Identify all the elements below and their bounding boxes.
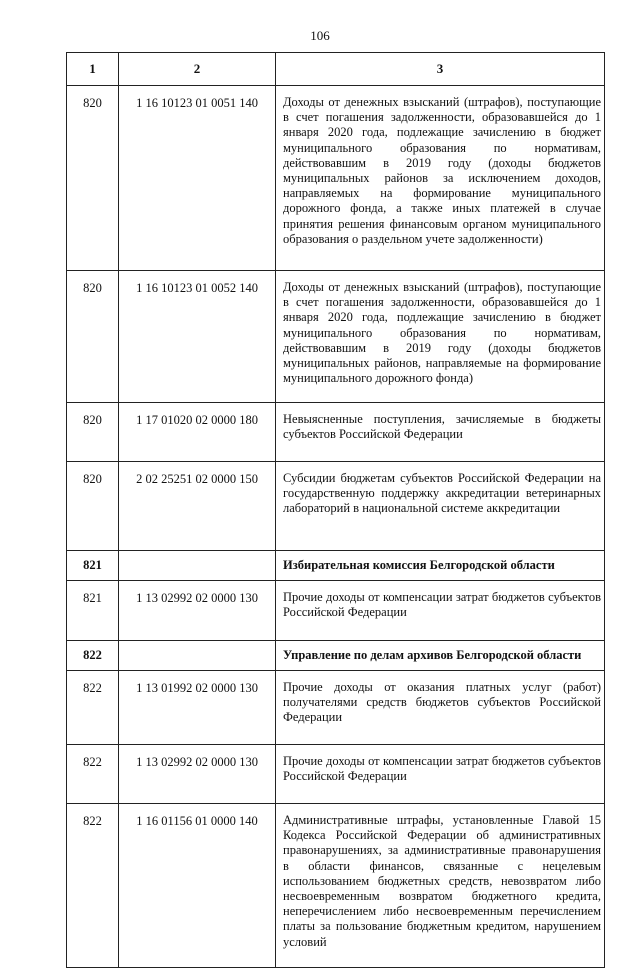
column-header-revenue-code: 2 xyxy=(119,53,276,86)
table-row xyxy=(67,745,605,804)
admin-code-cell: 822 xyxy=(67,804,119,968)
table-row xyxy=(67,804,605,968)
revenue-codes-table xyxy=(66,52,605,968)
revenue-code-cell: 1 13 02992 02 0000 130 xyxy=(119,745,276,804)
column-header-admin-code: 1 xyxy=(67,53,119,86)
section-header-row xyxy=(67,641,605,671)
table-row xyxy=(67,86,605,271)
revenue-name-cell: Прочие доходы от компенсации затрат бюджетов субъектов Российской Федерации xyxy=(276,581,605,641)
revenue-name-cell: Доходы от денежных взысканий (штрафов), поступающие в счет погашения задолженности, образовавшейся до 1 января 2020 года, подлежащие зачислению в бюджет муниципального образования по нормативам, действовавшим в 2019 году (доходы бюджетов муниципальных районов за исключением доходов, направляемых на формирование муниципального дорожного фонда, а также иных платежей в случае принятия решения финансовым органом муниципального образования о раздельном учете задолженности) xyxy=(276,86,605,271)
section-title: Избирательная комиссия Белгородской области xyxy=(276,551,605,581)
revenue-code-cell: 1 17 01020 02 0000 180 xyxy=(119,403,276,462)
table-row xyxy=(67,581,605,641)
admin-code-cell: 821 xyxy=(67,581,119,641)
revenue-name-cell: Невыясненные поступления, зачисляемые в бюджеты субъектов Российской Федерации xyxy=(276,403,605,462)
revenue-code-cell xyxy=(119,641,276,671)
admin-code-cell: 822 xyxy=(67,671,119,745)
revenue-code-cell: 1 16 10123 01 0052 140 xyxy=(119,271,276,403)
revenue-code-cell xyxy=(119,551,276,581)
admin-code-cell: 822 xyxy=(67,641,119,671)
revenue-name-cell: Субсидии бюджетам субъектов Российской Федерации на государственную поддержку аккредитации ветеринарных лабораторий в национальной системе аккредитации xyxy=(276,462,605,551)
table-row xyxy=(67,671,605,745)
revenue-code-cell: 2 02 25251 02 0000 150 xyxy=(119,462,276,551)
admin-code-cell: 822 xyxy=(67,745,119,804)
page-number: 106 xyxy=(310,28,330,43)
admin-code-cell: 820 xyxy=(67,86,119,271)
revenue-name-cell: Прочие доходы от оказания платных услуг (работ) получателями средств бюджетов субъектов Российской Федерации xyxy=(276,671,605,745)
revenue-name-cell: Административные штрафы, установленные Главой 15 Кодекса Российской Федерации об административных правонарушениях, за административные правонарушения в области финансов, связанные с нецелевым использованием бюджетных средств, невозвратом либо несвоевременным возвратом бюджетного кредита, неперечислением либо несвоевременным перечислением платы за пользование бюджетным кредитом, нарушением условий xyxy=(276,804,605,968)
revenue-code-cell: 1 16 10123 01 0051 140 xyxy=(119,86,276,271)
revenue-code-cell: 1 13 01992 02 0000 130 xyxy=(119,671,276,745)
table-row xyxy=(67,403,605,462)
table-row xyxy=(67,462,605,551)
revenue-code-cell: 1 16 01156 01 0000 140 xyxy=(119,804,276,968)
admin-code-cell: 821 xyxy=(67,551,119,581)
section-header-row xyxy=(67,551,605,581)
table-header-row xyxy=(67,53,605,86)
revenue-name-cell: Доходы от денежных взысканий (штрафов), поступающие в счет погашения задолженности, образовавшейся до 1 января 2020 года, подлежащие зачислению в бюджет муниципального образования по нормативам, действовавшим в 2019 году (доходы бюджетов муниципальных районов, направляемые на формирование муниципального дорожного фонда) xyxy=(276,271,605,403)
table-row xyxy=(67,271,605,403)
column-header-revenue-name: 3 xyxy=(276,53,605,86)
admin-code-cell: 820 xyxy=(67,271,119,403)
admin-code-cell: 820 xyxy=(67,462,119,551)
section-title: Управление по делам архивов Белгородской области xyxy=(276,641,605,671)
admin-code-cell: 820 xyxy=(67,403,119,462)
revenue-name-cell: Прочие доходы от компенсации затрат бюджетов субъектов Российской Федерации xyxy=(276,745,605,804)
revenue-code-cell: 1 13 02992 02 0000 130 xyxy=(119,581,276,641)
